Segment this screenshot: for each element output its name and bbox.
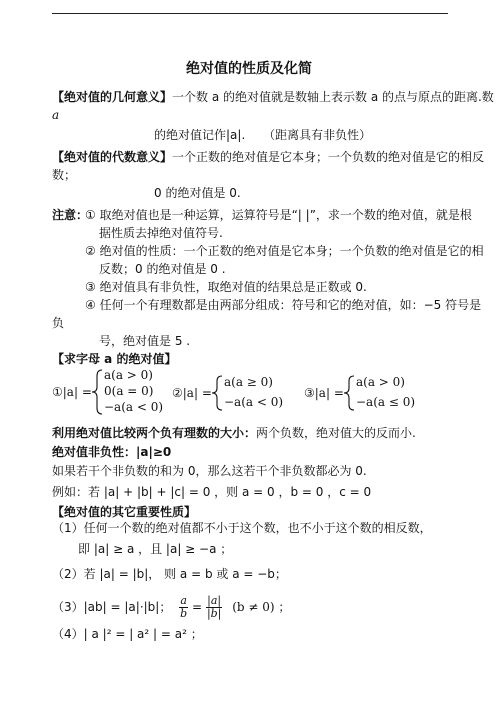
case-lhs-2: |a| = xyxy=(182,386,212,400)
case-2-row-2: −a(a < 0) xyxy=(224,395,284,409)
case-formula-3 xyxy=(304,373,434,413)
property-3-suffix: (b ≠ 0) ； xyxy=(232,600,291,614)
case-formula-2 xyxy=(172,373,292,413)
property-1: （1）任何一个数的绝对值都不小于这个数，也不小于这个数的相反数， xyxy=(52,521,432,535)
geometric-meaning-wrap: a xyxy=(52,108,60,122)
case-marker-1: ① xyxy=(52,385,63,399)
note-item-2-cont: 反数；0 的绝对值是 0 . xyxy=(99,262,226,276)
compare-text: 两个负数，绝对值大的反而小. xyxy=(256,426,416,440)
notes-label: 注意： xyxy=(52,208,89,222)
property-2: （2）若 |a| = |b|， 则 a = b 或 a = −b； xyxy=(52,567,287,581)
note-item-4-wrap: 负 xyxy=(52,316,65,330)
geometric-meaning-line2 xyxy=(154,127,371,143)
fraction-abs-denominator: |b| xyxy=(206,607,222,620)
note-item-2: ② 绝对值的性质：一个正数的绝对值是它本身；一个负数的绝对值是它的相 xyxy=(85,244,484,258)
note-item-3: ③ 绝对值具有非负性，取绝对值的结果总是正数或 0. xyxy=(85,280,367,294)
case-2-row-1: a(a ≥ 0) xyxy=(224,375,273,389)
algebraic-meaning-line2: 0 的绝对值是 0. xyxy=(154,186,241,200)
case-1-row-1: a(a > 0) xyxy=(104,368,153,382)
letter-abs-heading: 【求字母 a 的绝对值】 xyxy=(52,352,177,366)
fraction-denominator: b xyxy=(180,607,188,620)
property-3-prefix: （3）|ab| = |a|·|b|； xyxy=(52,600,172,614)
fraction-abs-a-over-abs-b xyxy=(206,595,222,620)
case-1-row-2: 0(a = 0) xyxy=(104,384,154,398)
non-negativity-note: （距离具有非负性） xyxy=(263,128,372,142)
nonneg-heading: 绝对值非负性：|a|≥0 xyxy=(52,445,172,459)
nonneg-example: 例如：若 |a| + |b| + |c| = 0 ，则 a = 0 ，b = 0 ，c = 0 xyxy=(52,485,372,499)
case-3-row-1: a(a > 0) xyxy=(356,375,405,389)
algebraic-meaning-line xyxy=(52,149,484,165)
compare-heading: 利用绝对值比较两个负有理数的大小： xyxy=(52,426,257,440)
fraction-a-over-b xyxy=(179,595,188,620)
algebraic-meaning-wrap: 数； xyxy=(52,168,77,182)
note-item-1: ① 取绝对值也是一种运算，运算符号是“| |”，求一个数的绝对值，就是根 xyxy=(85,208,472,222)
note-item-4-cont: 号，绝对值是 5 . xyxy=(99,334,191,348)
case-3-row-2: −a(a ≤ 0) xyxy=(356,395,416,409)
geometric-meaning-text: 一个数 a 的绝对值就是数轴上表示数 a 的点与原点的距离.数 xyxy=(172,90,494,104)
fraction-numerator: a xyxy=(180,594,187,607)
case-marker-3: ③ xyxy=(304,386,315,400)
absolute-notation-text: 的绝对值记作|a|. xyxy=(154,128,246,142)
geometric-meaning-line xyxy=(52,89,494,105)
other-properties-heading: 【绝对值的其它重要性质】 xyxy=(52,505,197,519)
top-rule xyxy=(52,13,448,14)
note-item-1-cont: 据性质去掉绝对值符号. xyxy=(99,226,223,240)
algebraic-meaning-text: 一个正数的绝对值是它本身；一个负数的绝对值是它的相反 xyxy=(172,150,485,164)
case-formula-1 xyxy=(52,367,162,417)
case-marker-2: ② xyxy=(172,386,183,400)
compare-line xyxy=(52,425,416,441)
property-1-cont: 即 |a| ≥ a ，且 |a| ≥ −a ； xyxy=(78,542,233,556)
property-3: （3）|ab| = |a|·|b|； $\frac{a}{b}$ = $\frac{|a|}{|b|}$ (b ≠ 0) ； xyxy=(52,594,291,620)
nonneg-text: 如果若干个非负数的和为 0，那么这若干个非负数都必为 0. xyxy=(52,464,367,478)
case-lhs-3: |a| = xyxy=(314,386,344,400)
algebraic-meaning-heading: 【绝对值的代数意义】 xyxy=(52,150,173,164)
case-1-row-3: −a(a < 0) xyxy=(104,400,164,414)
property-4: （4）| a |² = | a² | = a² ； xyxy=(52,627,203,641)
fraction-abs-numerator: |a| xyxy=(207,594,222,607)
geometric-meaning-heading: 【绝对值的几何意义】 xyxy=(52,90,173,104)
note-item-4: ④ 任何一个有理数都是由两部分组成：符号和它的绝对值，如：−5 符号是 xyxy=(85,298,482,312)
page-title: 绝对值的性质及化简 xyxy=(186,61,312,77)
case-lhs-1: |a| = xyxy=(62,385,92,399)
